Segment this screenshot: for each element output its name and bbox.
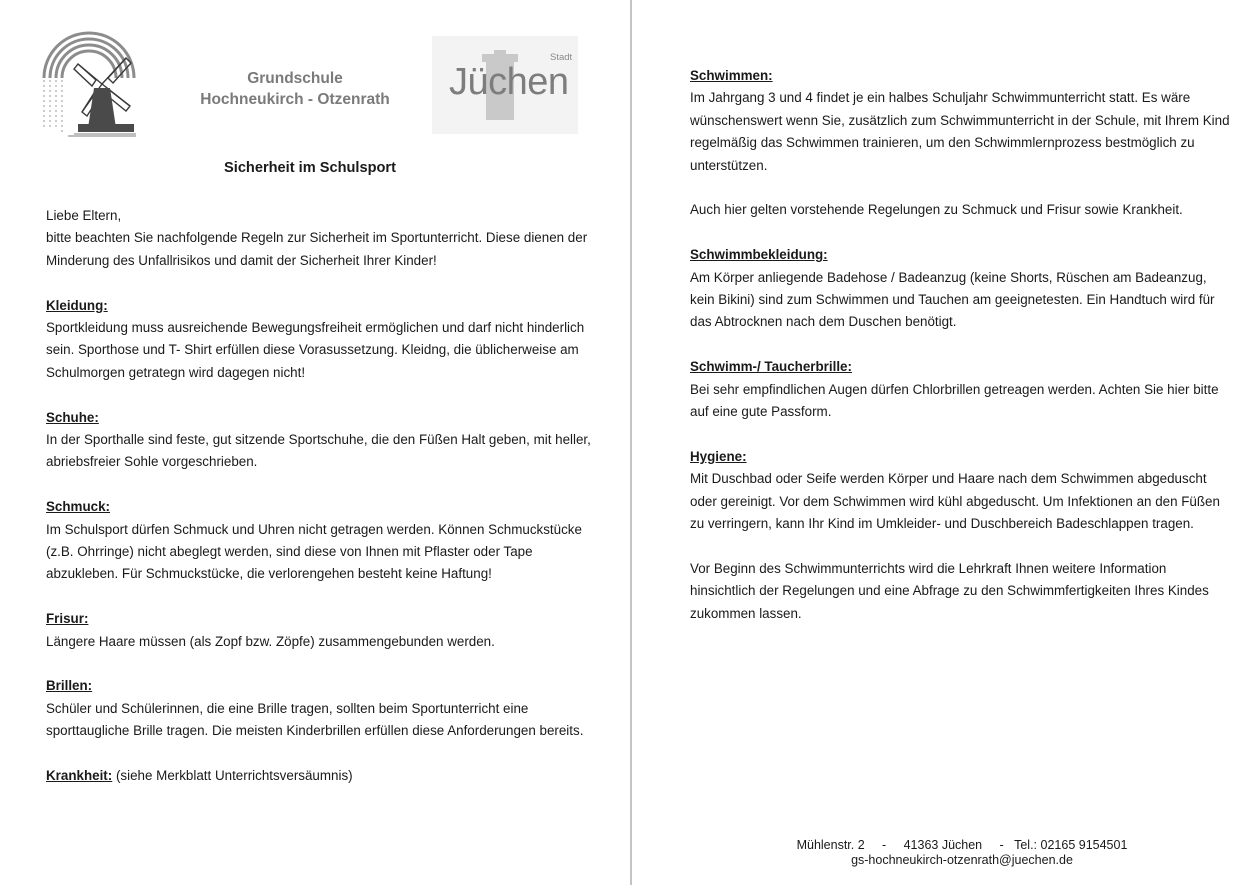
page-right xyxy=(632,0,1259,885)
city-name: Jüchen xyxy=(449,61,569,103)
taucherbrille-text: Bei sehr empfindlichen Augen dürfen Chlorbrillen getreagen werden. Achten Sie hier bitte auf eine gute Passform. xyxy=(690,381,1219,420)
schwimmen-text: Im Jahrgang 3 und 4 findet je ein halbes Schuljahr Schwimmunterricht statt. Es wäre wünschenswert wenn Sie, zusätzlich zum Schwimmunterricht in der Schule, mit Ihrem Kind regelmäßig das Schwimmen trainieren, um den Schwimmlernprozess bestmöglich zu unterstützen. xyxy=(690,90,1230,173)
frisur-text: Längere Haare müssen (als Zopf bzw. Zöpfe) zusammengebunden werden. xyxy=(46,633,495,649)
schwimmen-note: Auch hier gelten vorstehende Regelungen zu Schmuck und Frisur sowie Krankheit. xyxy=(690,202,1183,218)
intro-text: bitte beachten Sie nachfolgende Regeln zur Sicherheit im Sportunterricht. Diese dienen der Minderung des Unfallrisikos und damit der Sicherheit Ihrer Kinder! xyxy=(46,230,588,268)
footer-address xyxy=(762,838,1162,853)
schwimmbekleidung-text: Am Körper anliegende Badehose / Badeanzug (keine Shorts, Rüschen am Badeanzug, kein Bikini) sind zum Schwimmen und Tauchen am geeignetesten. Ein Handtuch wird für das Abtrocknen nach dem Duschen benötigt. xyxy=(690,269,1215,330)
frisur-heading: Frisur: xyxy=(46,611,89,627)
school-name-line-1: Grundschule xyxy=(247,70,343,87)
school-name-line-2: Hochneukirch - Otzenrath xyxy=(200,91,390,108)
krankheit-heading: Krankheit: xyxy=(46,768,113,784)
footer-separator: - xyxy=(999,838,1004,852)
taucherbrille-heading: Schwimm-/ Taucherbrille: xyxy=(690,359,852,375)
rules-left-column xyxy=(46,205,606,787)
brillen-heading: Brillen: xyxy=(46,678,93,694)
schuhe-text: In der Sporthalle sind feste, gut sitzende Sportschuhe, die den Füßen Halt geben, mit heller, abriebsfreier Sohle vorgeschrieben. xyxy=(46,432,591,470)
footer-phone: Tel.: 02165 9154501 xyxy=(1014,838,1128,852)
schmuck-heading: Schmuck: xyxy=(46,499,110,515)
krankheit-text: (siehe Merkblatt Unterrichtsversäumnis) xyxy=(115,768,353,784)
schuhe-heading: Schuhe: xyxy=(46,409,99,425)
footer-separator: - xyxy=(882,838,887,852)
footer-city: 41363 Jüchen xyxy=(903,838,983,852)
windmill-logo-icon xyxy=(38,28,138,138)
kleidung-text: Sportkleidung muss ausreichende Bewegungsfreiheit ermöglichen und darf nicht hinderlich sein. Sporthose und T- Shirt erfüllen diese Vorasussetzung. Kleidng, die üblicherweise am Schulmorgen getrategn wird dagegen nicht! xyxy=(46,320,585,380)
footer xyxy=(762,838,1162,868)
city-prefix: Stadt xyxy=(550,52,573,63)
school-name xyxy=(190,68,400,110)
footer-street: Mühlenstr. 2 xyxy=(796,838,865,852)
hygiene-heading: Hygiene: xyxy=(690,448,747,464)
city-logo xyxy=(432,36,578,134)
krankheit-line xyxy=(46,765,606,787)
schwimmen-heading: Schwimmen: xyxy=(690,68,773,83)
closing-text: Vor Beginn des Schwimmunterrichts wird die Lehrkraft Ihnen weitere Information hinsichtlich der Regelungen und eine Abfrage zu den Schwimmfertigkeiten Ihres Kindes zukommen lassen. xyxy=(690,560,1209,621)
page-title: Sicherheit im Schulsport xyxy=(224,160,396,176)
hygiene-text: Mit Duschbad oder Seife werden Körper und Haare nach dem Schwimmen abgeduscht oder gereinigt. Vor dem Schwimmen wird kühl abgeduscht. Um Infektionen an den Füßen zu verringern, kann Ihr Kind im Umkleider- und Duschbereich Badeschlappen tragen. xyxy=(690,471,1220,532)
footer-email: gs-hochneukirch-otzenrath@juechen.de xyxy=(851,853,1073,867)
rules-right-column xyxy=(690,65,1230,625)
kleidung-heading: Kleidung: xyxy=(46,297,108,313)
schwimmbekleidung-heading: Schwimmbekleidung: xyxy=(690,247,828,263)
schmuck-text: Im Schulsport dürfen Schmuck und Uhren nicht getragen werden. Können Schmuckstücke (z.B. Ohrringe) nicht abeglegt werden, sind diese von Ihnen mit Pflaster oder Tape abzukleben. Für Schmuckstücke, die verlorengehen besteht keine Haftung! xyxy=(46,521,582,582)
salutation: Liebe Eltern, xyxy=(46,208,122,223)
brillen-text: Schüler und Schülerinnen, die eine Brille tragen, sollten beim Sportunterricht eine sporttaugliche Brille tragen. Die meisten Kinderbrillen erfüllen diese Anforderungen bereits. xyxy=(46,700,584,739)
